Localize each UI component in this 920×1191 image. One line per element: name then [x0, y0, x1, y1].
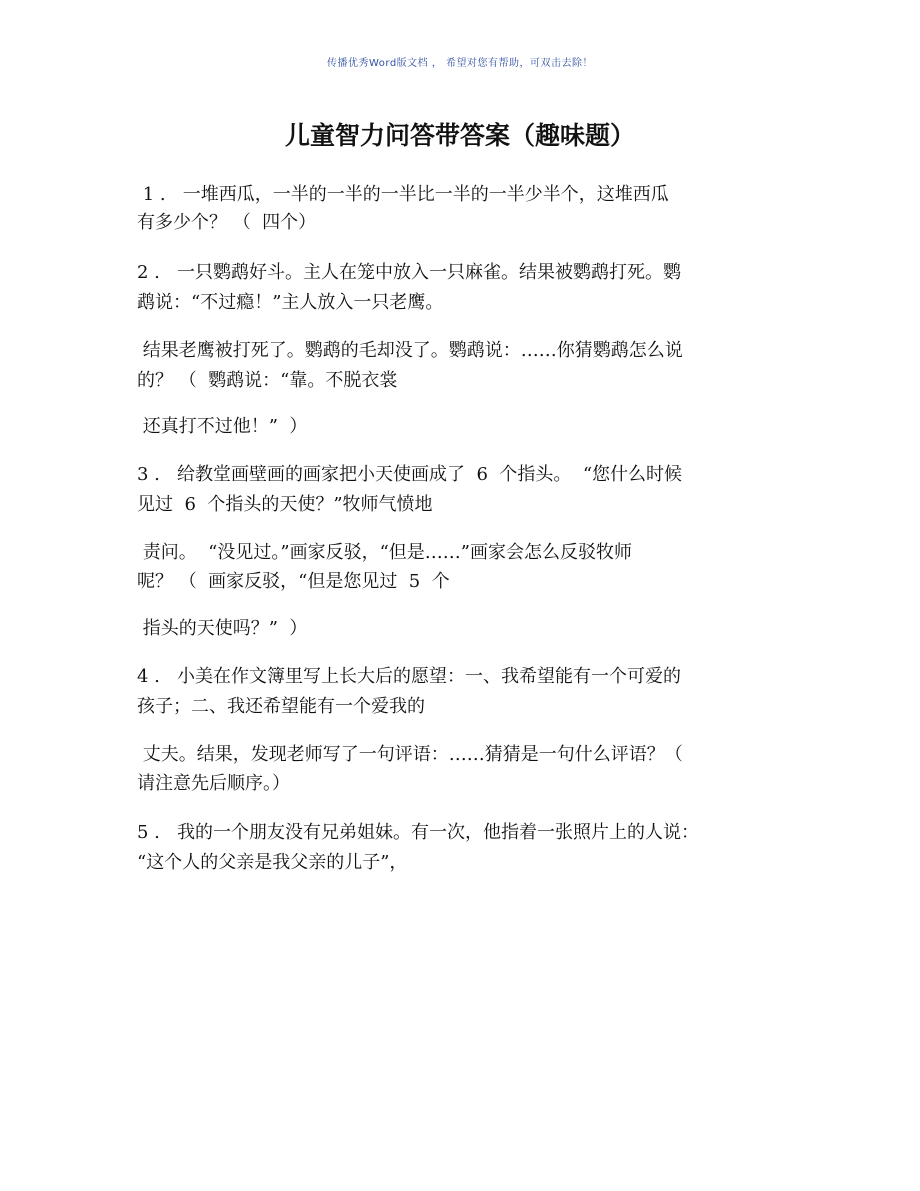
paragraph-line: 请注意先后顺序。）	[137, 773, 290, 794]
paragraph-line: 3 . 给教堂画壁画的画家把小天使画成了 6 个指头。 “您什么时候	[137, 464, 683, 485]
paragraph-line: 见过 6 个指头的天使？”牧师气愤地	[137, 494, 433, 515]
paragraph-line: 1 . 一堆西瓜，一半的一半的一半比一半的一半少半个，这堆西瓜	[137, 184, 669, 205]
paragraph-line: 呢？ （ 画家反驳，“但是您见过 5 个	[137, 571, 450, 592]
paragraph-line: 责问。 “没见过。”画家反驳，“但是……”画家会怎么反驳牧师	[137, 542, 632, 563]
paragraph-line: 5 . 我的一个朋友没有兄弟姐妹。有一次，他指着一张照片上的人说：	[137, 822, 700, 843]
paragraph-line: 鹉说：“不过瘾！”主人放入一只老鹰。	[137, 292, 444, 313]
paragraph-line: 结果老鹰被打死了。鹦鹉的毛却没了。鹦鹉说：……你猜鹦鹉怎么说	[137, 340, 683, 361]
paragraph-line: 还真打不过他！” ）	[137, 416, 308, 437]
paragraph-line: “这个人的父亲是我父亲的儿子”，	[137, 852, 408, 873]
paragraph-line: 的？ （ 鹦鹉说：“靠。不脱衣裳	[137, 370, 398, 391]
paragraph-line: 丈夫。结果，发现老师写了一句评语：……猜猜是一句什么评语？（	[137, 744, 683, 765]
page-title: 儿童智力问答带答案（趣味题）	[284, 121, 635, 150]
paragraph-line: 孩子；二、我还希望能有一个爱我的	[137, 696, 425, 717]
paragraph-line: 4 . 小美在作文簿里写上长大后的愿望：一、我希望能有一个可爱的	[137, 666, 682, 687]
paragraph-line: 有多少个？ （ 四个）	[137, 212, 317, 233]
paragraph-line: 指头的天使吗？” ）	[137, 618, 308, 639]
paragraph-line: 2 . 一只鹦鹉好斗。主人在笼中放入一只麻雀。结果被鹦鹉打死。鹦	[137, 262, 682, 283]
header-note: 传播优秀Word版文档 ， 希望对您有帮助，可双击去除！	[326, 58, 594, 69]
